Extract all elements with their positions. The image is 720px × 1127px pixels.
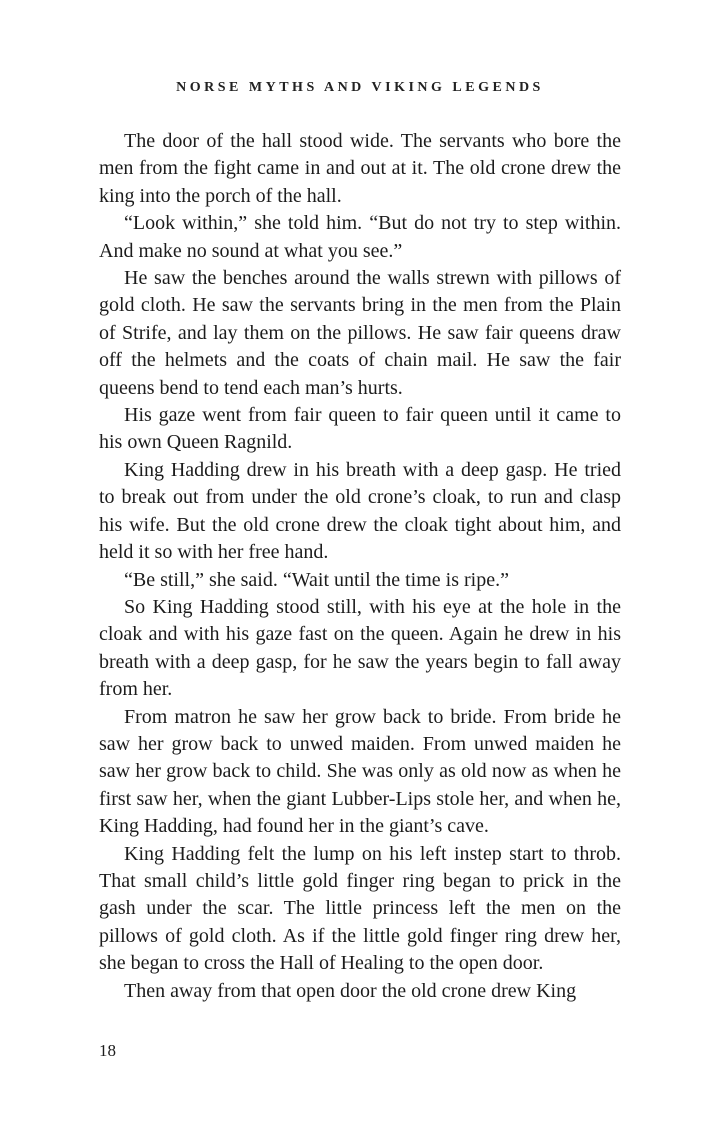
paragraph: He saw the benches around the walls strewn with pillows of gold cloth. He saw the servants bring in the men from the Plain of Strife, and lay them on the pillows. He saw fair queens draw off the helmets and the coats of chain mail. He saw the fair queens bend to tend each man’s hurts. [99, 267, 621, 399]
paragraph: “Be still,” she said. “Wait until the time is ripe.” [124, 568, 509, 591]
paragraph: His gaze went from fair queen to fair queen until it came to his own Queen Ragnild. [99, 404, 621, 454]
running-header: NORSE MYTHS AND VIKING LEGENDS [176, 80, 544, 95]
paragraph: “Look within,” she told him. “But do not try to step within. And make no sound at what you see.” [99, 212, 621, 262]
paragraph: King Hadding felt the lump on his left instep start to throb. That small child’s little gold finger ring began to prick in the gash under the scar. The little princess left the men on the pillows of gold cloth. As if the little gold finger ring drew her, she began to cross the Hall of Healing to the open door. [99, 842, 621, 975]
paragraph: So King Hadding stood still, with his eye at the hole in the cloak and with his gaze fast on the queen. Again he drew in his breath with a deep gasp, for he saw the years begin to fall away from her. [99, 595, 621, 701]
paragraph: Then away from that open door the old crone drew King [124, 979, 577, 1002]
paragraph: King Hadding drew in his breath with a deep gasp. He tried to break out from under the old crone’s cloak, to run and clasp his wife. But the old crone drew the cloak tight about him, and held it so with her free hand. [99, 458, 621, 564]
body-text [99, 128, 621, 1005]
page-number: 18 [99, 1041, 116, 1060]
paragraph: The door of the hall stood wide. The servants who bore the men from the fight came in and out at it. The old crone drew the king into the porch of the hall. [99, 130, 621, 207]
paragraph: From matron he saw her grow back to bride. From bride he saw her grow back to unwed maiden. From unwed maiden he saw her grow back to child. She was only as old now as when he first saw her, when the giant Lubber-Lips stole her, and when he, King Hadding, had found her in the giant’s cave. [99, 705, 621, 838]
